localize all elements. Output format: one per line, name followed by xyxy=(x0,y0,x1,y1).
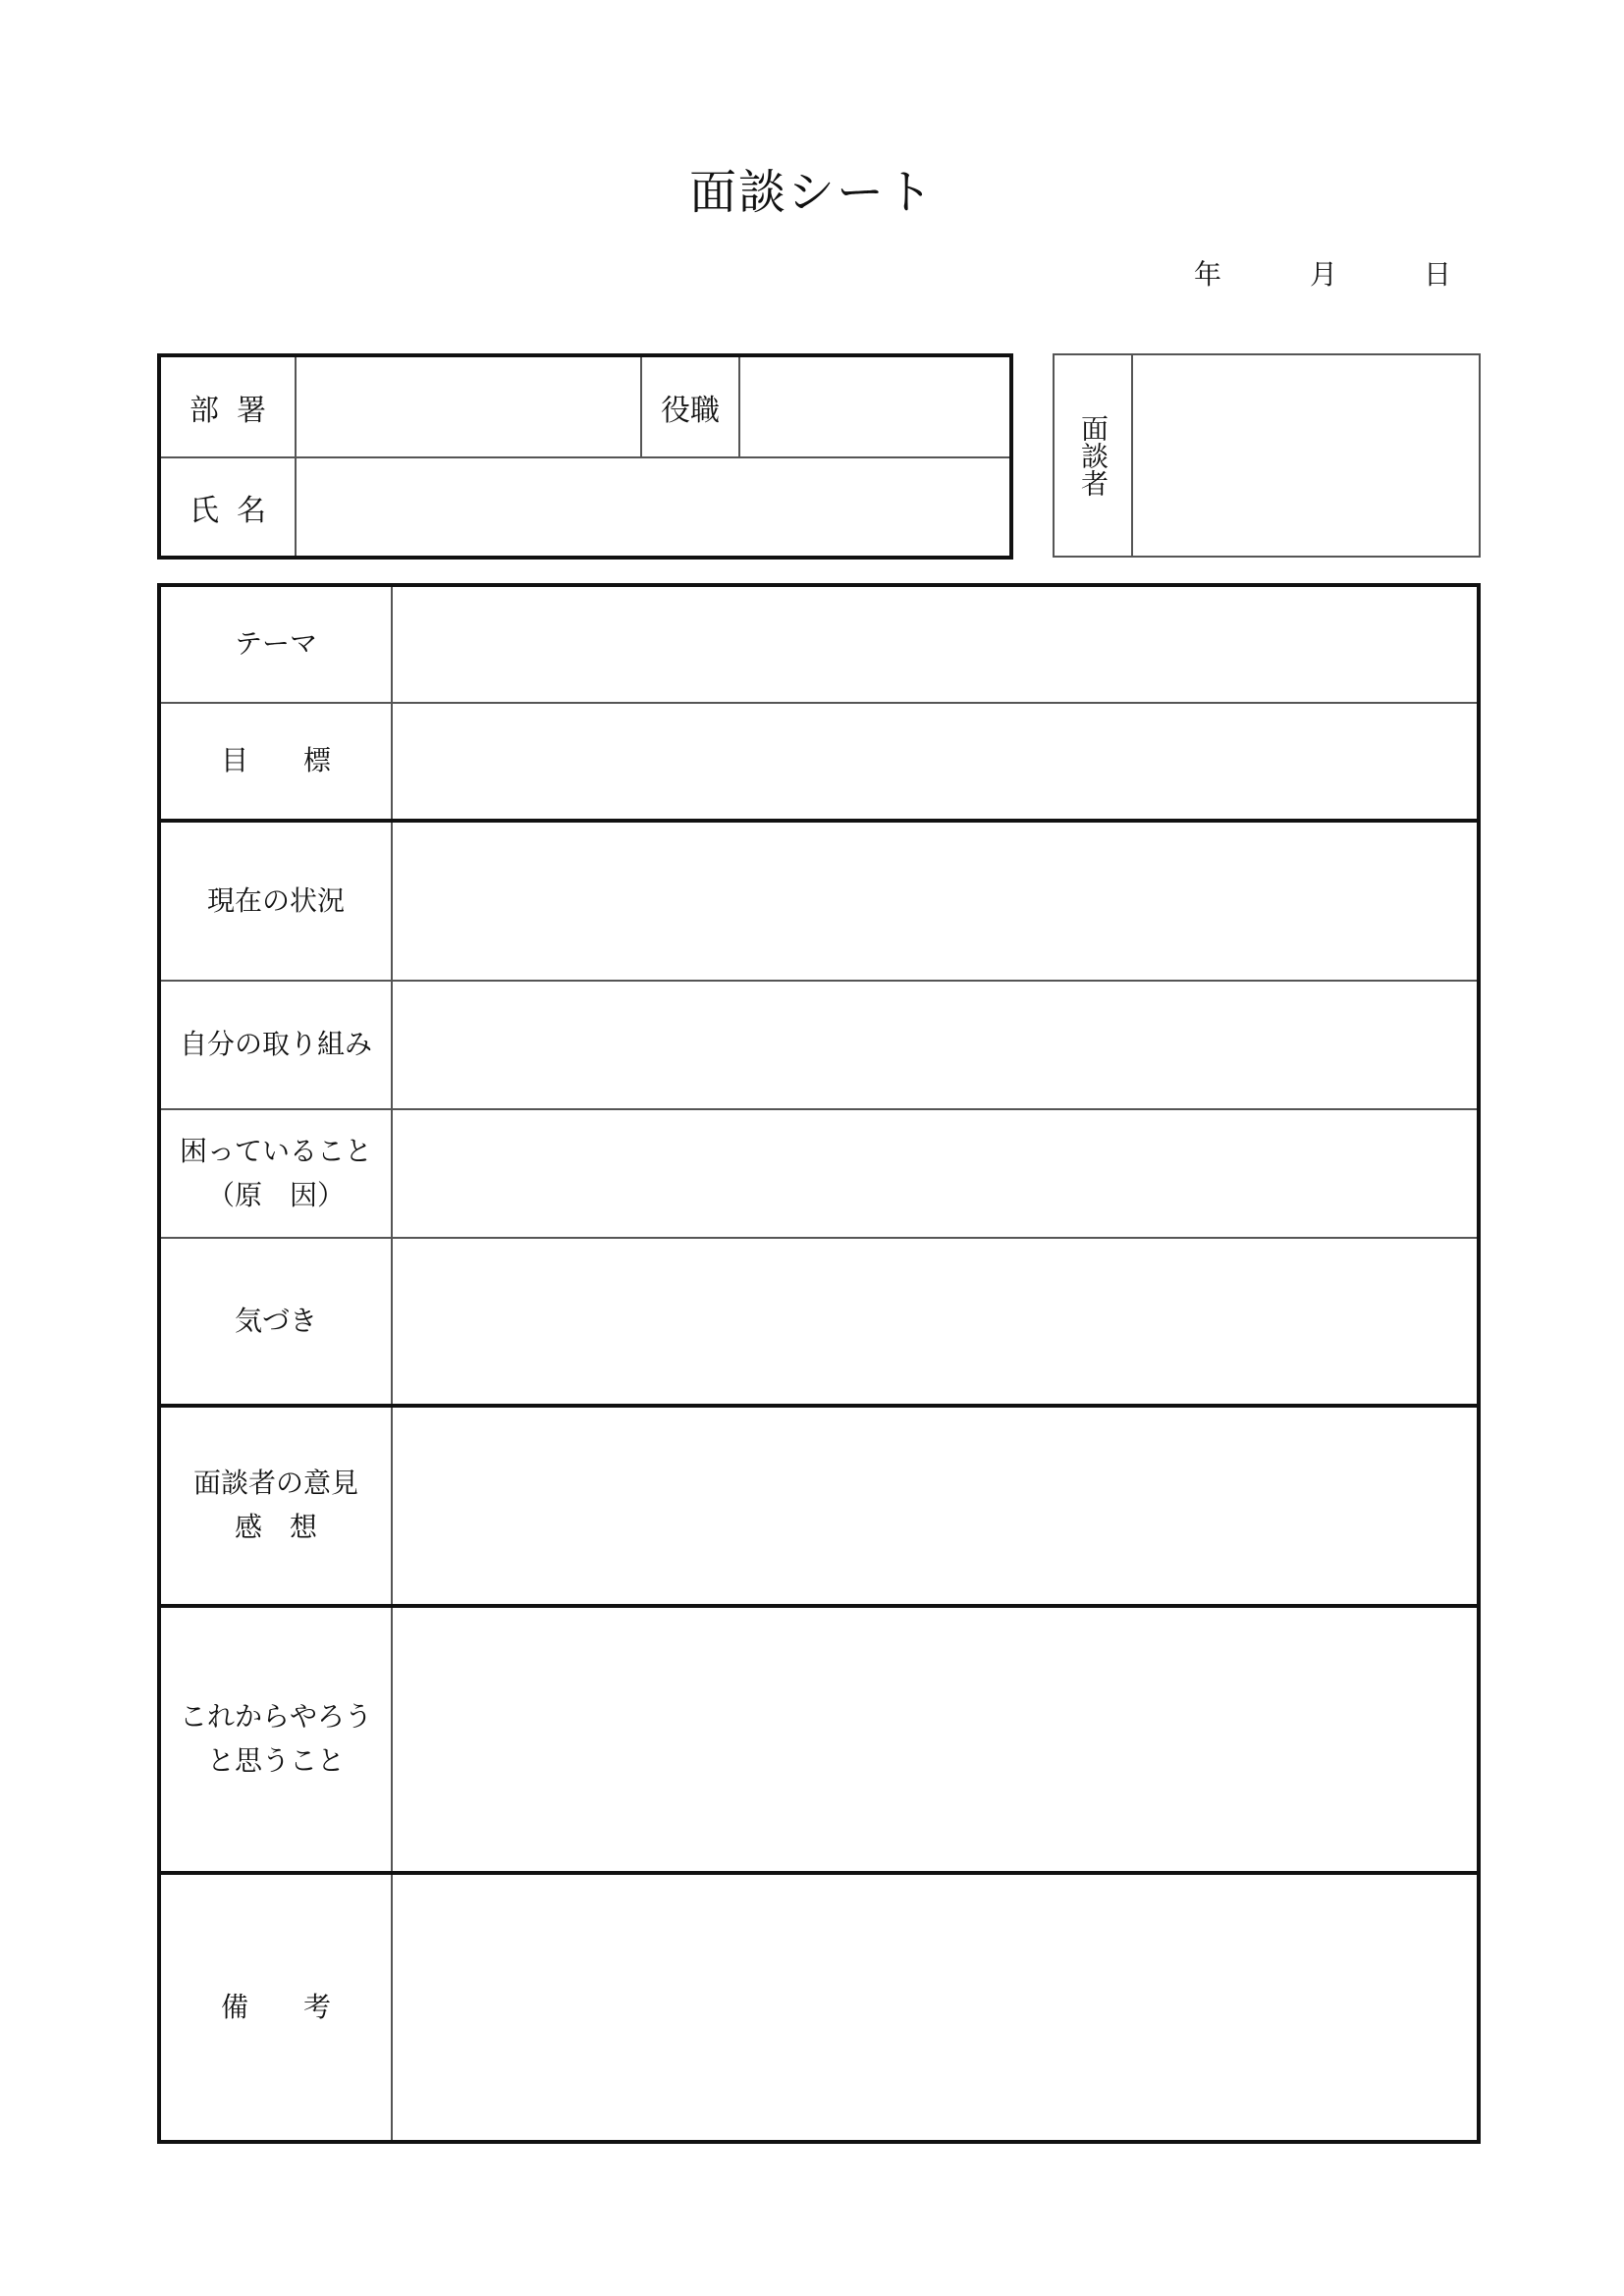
position-field[interactable] xyxy=(740,357,1009,458)
next-actions-field[interactable] xyxy=(393,1608,1477,1871)
goal-field[interactable] xyxy=(393,704,1477,819)
department-field[interactable] xyxy=(297,357,642,458)
row-goal xyxy=(161,704,1477,823)
row-problems xyxy=(161,1110,1477,1239)
interviewer-box xyxy=(1053,353,1481,558)
position-label: 役職 xyxy=(642,357,740,458)
insights-field[interactable] xyxy=(393,1239,1477,1404)
row-label: 現在の状況 xyxy=(161,823,393,980)
date-month-label: 月 xyxy=(1310,258,1338,291)
row-label: テーマ xyxy=(161,587,393,702)
interview-table xyxy=(157,583,1481,2144)
date-year-label: 年 xyxy=(1194,258,1222,291)
row-label: 困っていること （原 因） xyxy=(161,1110,393,1237)
row-label: 備 考 xyxy=(161,1875,393,2140)
problems-field[interactable] xyxy=(393,1110,1477,1237)
row-theme xyxy=(161,587,1477,704)
row-interviewer-opinion xyxy=(161,1408,1477,1608)
personal-info-table xyxy=(157,353,1013,560)
page-title: 面談シート xyxy=(688,165,935,220)
interviewer-field[interactable] xyxy=(1133,355,1479,556)
my-efforts-field[interactable] xyxy=(393,982,1477,1108)
row-label: 自分の取り組み xyxy=(161,982,393,1108)
interviewer-opinion-field[interactable] xyxy=(393,1408,1477,1604)
row-label: 気づき xyxy=(161,1239,393,1404)
row-label: 目 標 xyxy=(161,704,393,819)
row-label: これからやろう と思うこと xyxy=(161,1608,393,1871)
row-label: 面談者の意見 感 想 xyxy=(161,1408,393,1604)
interviewer-label: 面談者 xyxy=(1055,355,1133,556)
row-my-efforts xyxy=(161,982,1477,1110)
name-field[interactable] xyxy=(297,458,1009,556)
current-status-field[interactable] xyxy=(393,823,1477,980)
remarks-field[interactable] xyxy=(393,1875,1477,2140)
row-remarks xyxy=(161,1875,1477,2140)
date-day-label: 日 xyxy=(1424,258,1452,291)
department-label: 部署 xyxy=(161,357,297,458)
row-next-actions xyxy=(161,1608,1477,1875)
row-insights xyxy=(161,1239,1477,1408)
theme-field[interactable] xyxy=(393,587,1477,702)
row-current-status xyxy=(161,823,1477,982)
name-label: 氏名 xyxy=(161,458,297,556)
